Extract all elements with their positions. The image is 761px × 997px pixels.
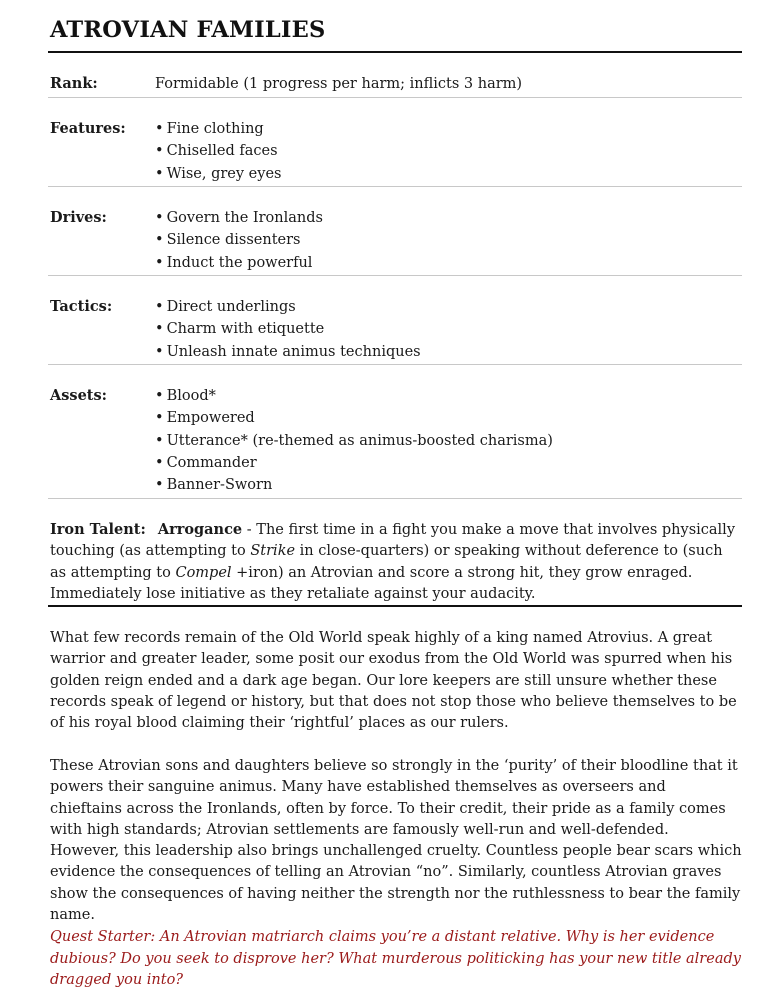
list-item: • Chiselled faces <box>155 140 281 162</box>
list-item: • Induct the powerful <box>155 252 323 274</box>
list-item: • Unleash innate animus techniques <box>155 341 421 363</box>
list-item: • Blood* <box>155 385 553 407</box>
stat-label-assets: Assets: <box>50 387 108 404</box>
list-item: • Silence dissenters <box>155 229 323 251</box>
lore-paragraph: What few records remain of the Old World speak highly of a king named Atrovius. A great warrior and greater leader, some posit our exodus from the Old World was spurred when his golden reign ended and a dark age began. Our lore keepers are still unsure whether these records speak of legend or history, but that does not stop those who believe themselves to be of his royal blood claiming their ‘rightful’ places as our rulers. <box>50 630 737 732</box>
talent-divider <box>48 605 742 607</box>
move-name-compel: Compel <box>175 564 232 581</box>
stat-value-rank: Formidable (1 progress per harm; inflicts 3 harm) <box>155 76 523 92</box>
list-item: • Wise, grey eyes <box>155 163 281 185</box>
list-item: • Govern the Ironlands <box>155 207 323 229</box>
stat-row-rank <box>48 63 742 98</box>
stat-row-tactics <box>48 276 742 365</box>
move-name-strike: Strike <box>250 543 296 560</box>
stat-value-tactics <box>155 296 421 363</box>
page-title: ATROVIAN FAMILIES <box>50 17 326 43</box>
stat-row-features <box>48 98 742 187</box>
stat-block <box>48 63 742 499</box>
drives-list <box>155 207 323 274</box>
iron-talent-text: - The first time in a fight you make a move that involves physically touching (as attempting to <box>50 522 736 560</box>
stat-value-assets <box>155 385 553 496</box>
list-item: • Commander <box>155 452 553 474</box>
tactics-list <box>155 296 421 363</box>
iron-talent-label: Iron Talent: <box>50 521 146 538</box>
iron-talent <box>50 519 742 605</box>
list-item: • Empowered <box>155 407 553 429</box>
iron-talent-text: +iron) an Atrovian and score a strong hit, they grow enraged. Immediately lose initiative as they retaliate against your audacity. <box>50 564 693 602</box>
list-item: • Utterance* (re-themed as animus-boosted charisma) <box>155 430 553 452</box>
stat-row-assets <box>48 365 742 499</box>
stat-label-rank: Rank: <box>50 75 98 92</box>
iron-talent-name: Arrogance <box>157 521 243 538</box>
list-item: • Banner-Sworn <box>155 474 553 496</box>
stat-row-drives <box>48 187 742 276</box>
stat-value-drives <box>155 207 323 274</box>
stat-label-drives: Drives: <box>50 209 107 226</box>
assets-list <box>155 385 553 496</box>
list-item: • Fine clothing <box>155 118 281 140</box>
list-item: • Direct underlings <box>155 296 421 318</box>
stat-label-tactics: Tactics: <box>50 298 113 315</box>
stat-value-features <box>155 118 281 185</box>
stat-label-features: Features: <box>50 120 126 137</box>
iron-talent-text: in close-quarters) or speaking without deference to (such as attempting to <box>50 543 723 581</box>
title-divider <box>48 51 742 53</box>
lore-paragraph: These Atrovian sons and daughters believe so strongly in the ‘purity’ of their bloodline that it powers their sanguine animus. Many have established themselves as overseers and chieftains across the Ironlands, often by force. To their credit, their pride as a family comes with high standards; Atrovian settlements are famously well-run and well-defended. However, this leadership also brings unchallenged cruelty. Countless people bear scars which evidence the consequences of telling an Atrovian “no”. Similarly, countless Atrovian graves show the consequences of having neither the strength nor the ruthlessness to bear the family name. <box>50 758 742 924</box>
features-list <box>155 118 281 185</box>
quest-starter: Quest Starter: An Atrovian matriarch claims you’re a distant relative. Why is her evidence dubious? Do you seek to disprove her? What murderous politicking has your new title already dragged you into? <box>50 929 741 988</box>
list-item: • Charm with etiquette <box>155 318 421 340</box>
